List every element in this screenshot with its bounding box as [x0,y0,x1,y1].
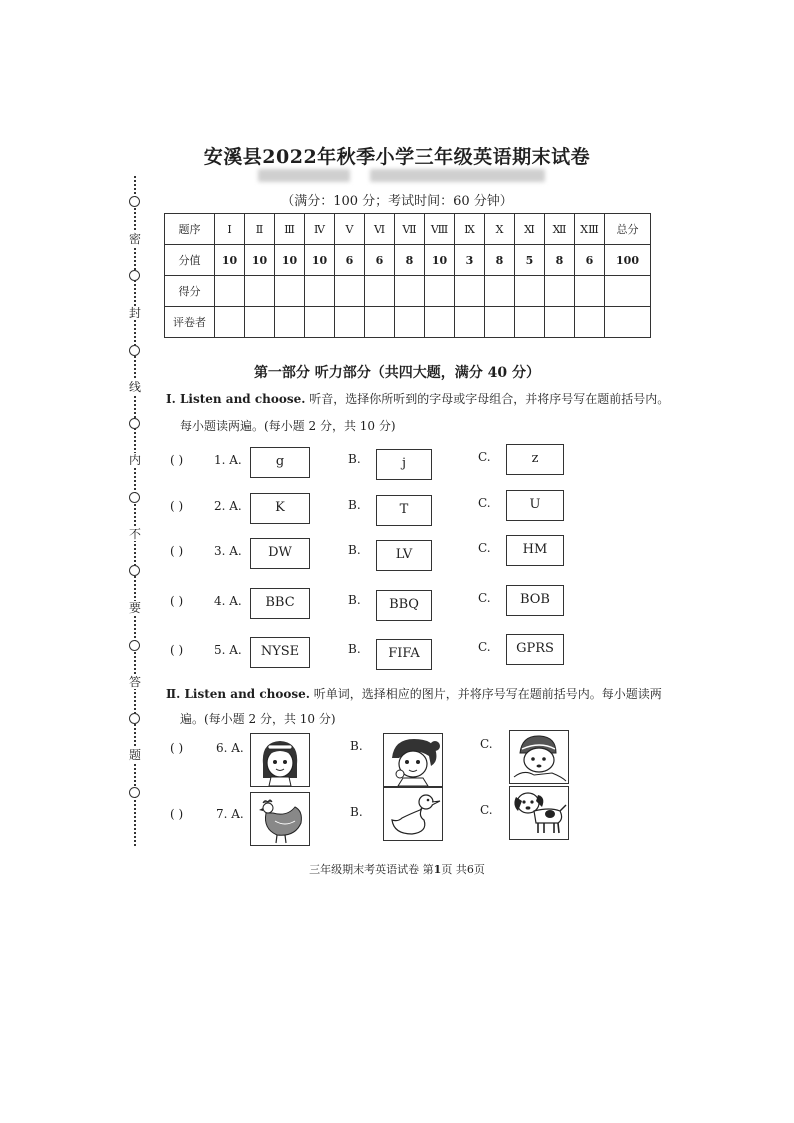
grader-cell[interactable] [335,307,365,338]
column-header: Ⅶ [395,214,425,245]
score-cell[interactable] [545,276,575,307]
binding-char: 不 [128,527,141,541]
column-header: Ⅷ [425,214,455,245]
answer-parenthesis[interactable]: ( ) [170,499,184,513]
option-a-box[interactable]: DW [250,538,310,569]
question-number: 6. A. [216,741,244,755]
exam-title: 安溪县2022年秋季小学三年级英语期末试卷 [203,146,591,168]
footer-prefix: 三年级期末考英语试卷 第 [309,863,434,876]
question-number: 4. A. [214,594,242,608]
option-b-label: B. [348,498,361,512]
option-c-box[interactable]: z [506,444,564,475]
section1-heading-bold: Ⅰ. Listen and choose. [166,392,306,406]
score-cell[interactable] [395,276,425,307]
binding-circle [129,565,140,576]
total-header: 总分 [605,214,651,245]
points-cell: 10 [275,245,305,276]
score-cell[interactable] [575,276,605,307]
footer-total-pages: 6 [466,863,474,876]
question-number: 5. A. [214,643,242,657]
points-cell: 10 [215,245,245,276]
score-cell[interactable] [485,276,515,307]
points-row [165,245,651,276]
binding-circle [129,492,140,503]
score-table-header-row [165,214,651,245]
option-a-box[interactable]: BBC [250,588,310,619]
binding-circle [129,713,140,724]
option-c-box[interactable]: HM [506,535,564,566]
question-number: 1. A. [214,453,242,467]
total-points-cell: 100 [605,245,651,276]
option-c-label: C. [478,640,491,654]
column-header: Ⅸ [455,214,485,245]
option-c-label: C. [478,496,491,510]
option-b-label: B. [348,642,361,656]
section2-heading-text: 听单词，选择相应的图片，并将序号写在题前括号内。每小题读两 [309,687,662,701]
binding-char: 封 [128,306,141,320]
answer-parenthesis[interactable]: ( ) [170,453,184,467]
option-c-label: C. [478,591,491,605]
grader-cell[interactable] [515,307,545,338]
score-row [165,276,651,307]
score-cell[interactable] [455,276,485,307]
points-cell: 3 [455,245,485,276]
points-cell: 10 [245,245,275,276]
column-header: Ⅴ [335,214,365,245]
redacted-info [370,169,545,182]
score-table [164,213,651,338]
binding-char: 题 [128,748,141,762]
woman-picture[interactable] [383,733,443,787]
grader-row [165,307,651,338]
footer-suffix: 页 [473,863,485,876]
hen-picture[interactable] [250,792,310,846]
option-a-box[interactable]: NYSE [250,637,310,668]
section2-heading [166,685,662,702]
section2-heading-bold: Ⅱ. Listen and choose. [166,687,310,701]
score-cell[interactable] [215,276,245,307]
column-header: Ⅱ [245,214,275,245]
score-cell[interactable] [275,276,305,307]
option-c-box[interactable]: U [506,490,564,521]
score-cell[interactable] [515,276,545,307]
grader-cell[interactable] [575,307,605,338]
points-cell: 10 [305,245,335,276]
binding-char: 内 [128,453,141,467]
column-header: XⅢ [575,214,605,245]
section1-instructions: 每小题读两遍。(每小题 2 分，共 10 分) [180,419,396,433]
column-header: Ⅳ [305,214,335,245]
binding-char: 密 [128,232,141,246]
row-label: 题序 [165,214,215,245]
column-header: Ⅵ [365,214,395,245]
question-number: 3. A. [214,544,242,558]
column-header: Ⅲ [275,214,305,245]
answer-parenthesis[interactable]: ( ) [170,594,184,608]
option-b-label: B. [348,452,361,466]
grader-cell[interactable] [305,307,335,338]
binding-circle [129,270,140,281]
redacted-info [258,169,350,182]
binding-char: 线 [128,380,141,394]
grader-cell[interactable] [485,307,515,338]
points-cell: 6 [575,245,605,276]
grader-cell[interactable] [215,307,245,338]
grader-cell[interactable] [275,307,305,338]
footer-page-number: 1 [433,863,442,876]
option-c-label: C. [480,737,493,751]
option-b-box[interactable]: BBQ [376,590,432,621]
answer-parenthesis[interactable]: ( ) [170,544,184,558]
binding-char: 要 [128,601,141,615]
option-b-label: B. [350,739,363,753]
option-b-label: B. [348,543,361,557]
option-b-box[interactable]: LV [376,540,432,571]
option-c-label: C. [480,803,493,817]
column-header: Ⅺ [515,214,545,245]
binding-char: 答 [128,675,141,689]
points-cell: 6 [335,245,365,276]
dog-picture[interactable] [509,786,569,840]
answer-parenthesis[interactable]: ( ) [170,741,184,755]
option-b-box[interactable]: T [376,495,432,526]
grader-cell[interactable] [455,307,485,338]
option-b-box[interactable]: j [376,449,432,480]
score-cell[interactable] [425,276,455,307]
score-cell[interactable] [365,276,395,307]
points-cell: 5 [515,245,545,276]
binding-circle [129,787,140,798]
footer-mid: 页 共 [441,863,467,876]
section1-heading-text: 听音，选择你所听到的字母或字母组合，并将序号写在题前括号内。 [305,392,670,406]
grader-cell[interactable] [365,307,395,338]
points-cell: 10 [425,245,455,276]
option-b-label: B. [350,805,363,819]
column-header: Ⅻ [545,214,575,245]
binding-circle [129,418,140,429]
duck-picture[interactable] [383,787,443,841]
option-b-label: B. [348,593,361,607]
option-a-box[interactable]: K [250,493,310,524]
baby-picture[interactable] [509,730,569,784]
row-label: 分值 [165,245,215,276]
grader-cell[interactable] [425,307,455,338]
grader-cell[interactable] [245,307,275,338]
row-label: 得分 [165,276,215,307]
question-number: 2. A. [214,499,242,513]
score-cell[interactable] [335,276,365,307]
option-b-box[interactable]: FIFA [376,639,432,670]
points-cell: 8 [485,245,515,276]
answer-parenthesis[interactable]: ( ) [170,807,184,821]
points-cell: 8 [395,245,425,276]
option-c-box[interactable]: GPRS [506,634,564,665]
total-grader-cell[interactable] [605,307,651,338]
total-score-cell[interactable] [605,276,651,307]
page-footer [0,861,794,877]
grader-cell[interactable] [545,307,575,338]
binding-circle [129,640,140,651]
column-header: Ⅹ [485,214,515,245]
points-cell: 6 [365,245,395,276]
question-number: 7. A. [216,807,244,821]
section2-instructions: 遍。(每小题 2 分，共 10 分) [180,712,336,726]
answer-parenthesis[interactable]: ( ) [170,643,184,657]
score-cell[interactable] [245,276,275,307]
points-cell: 8 [545,245,575,276]
row-label: 评卷者 [165,307,215,338]
part1-title: 第一部分 听力部分（共四大题，满分 40 分） [253,365,541,381]
grader-cell[interactable] [395,307,425,338]
option-c-box[interactable]: BOB [506,585,564,616]
section1-heading [166,390,669,407]
exam-subtitle: （满分：100 分；考试时间：60 分钟） [281,194,513,209]
option-c-label: C. [478,450,491,464]
girl-picture[interactable] [250,733,310,787]
score-cell[interactable] [305,276,335,307]
option-a-box[interactable]: g [250,447,310,478]
binding-circle [129,345,140,356]
column-header: Ⅰ [215,214,245,245]
option-c-label: C. [478,541,491,555]
